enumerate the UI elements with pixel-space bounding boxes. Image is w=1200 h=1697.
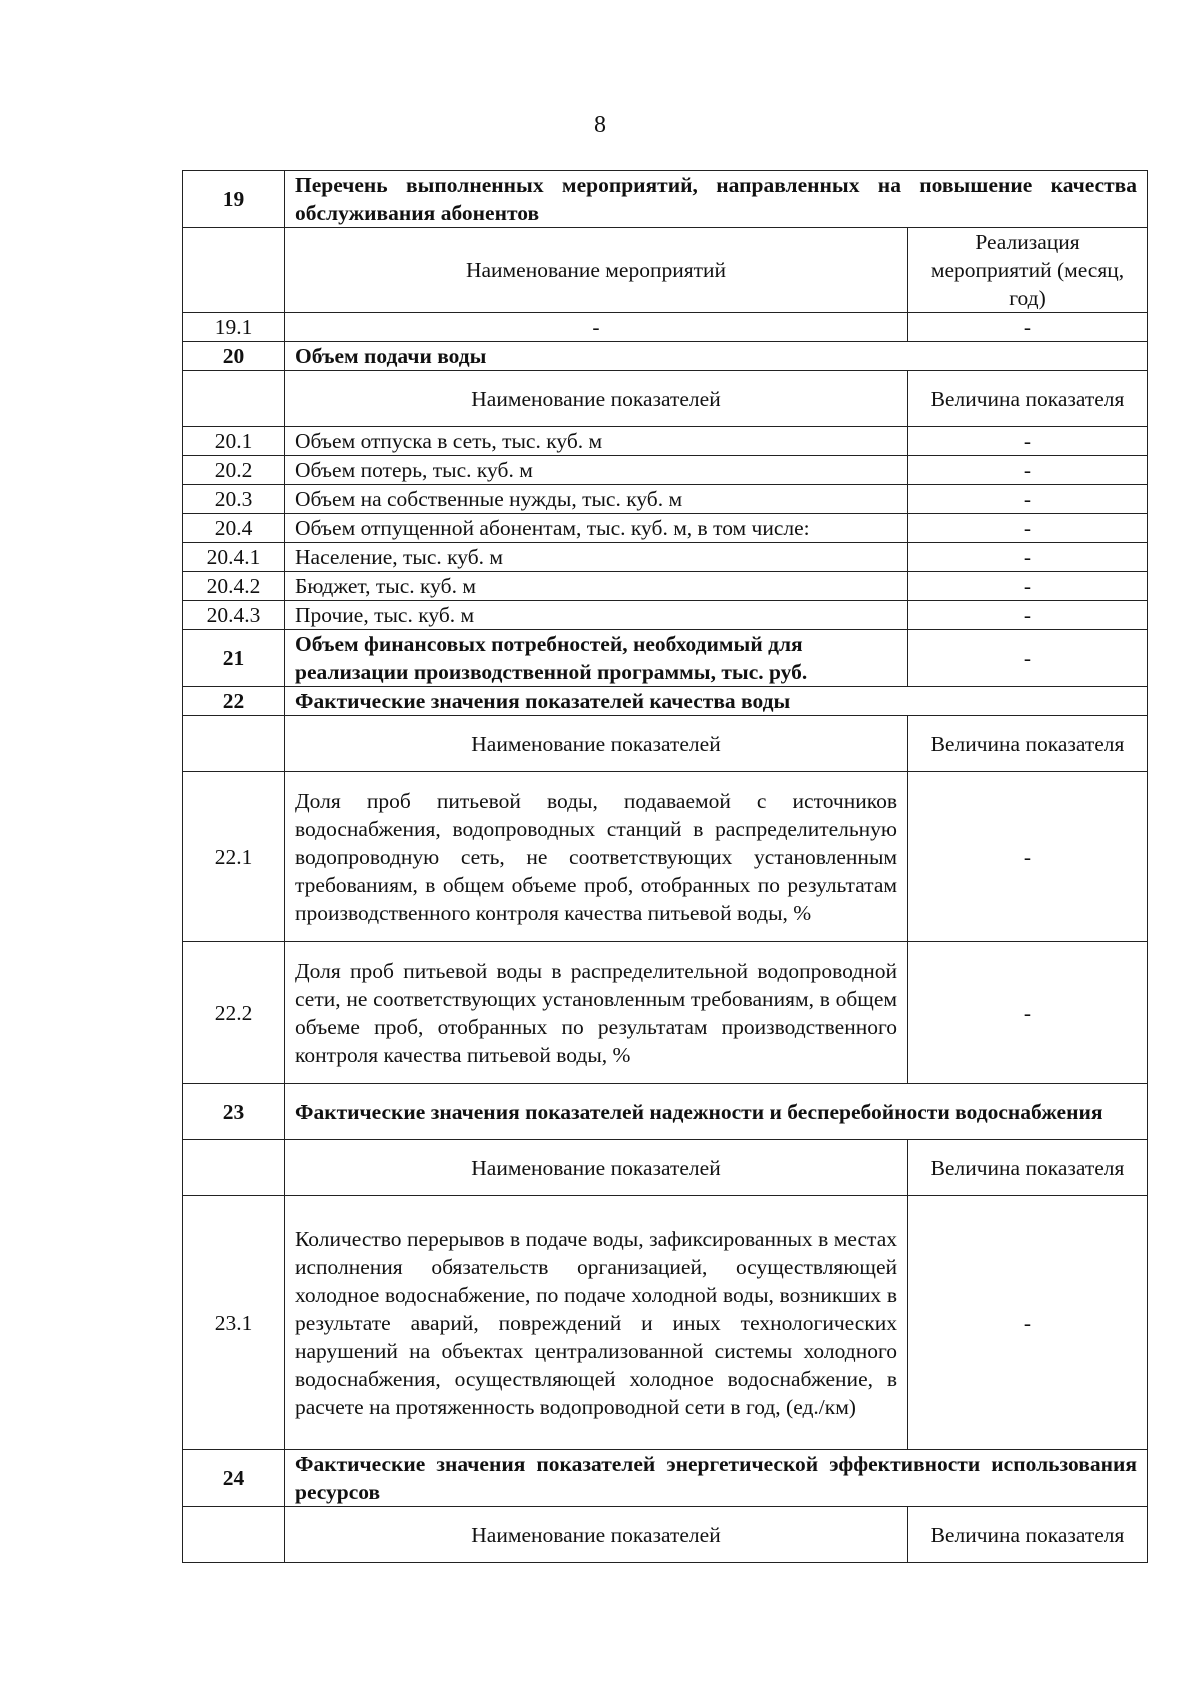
row-value: - (908, 427, 1148, 456)
row-value: - (908, 942, 1148, 1084)
column-header-name: Наименование показателей (285, 371, 908, 427)
page-number: 8 (594, 112, 606, 138)
row-value: - (908, 543, 1148, 572)
table-row (183, 1196, 1148, 1450)
section-number: 21 (183, 630, 285, 687)
empty-cell (183, 228, 285, 313)
column-header-value: Величина показателя (908, 1507, 1148, 1563)
column-header-value: Величина показателя (908, 716, 1148, 772)
row-number: 19.1 (183, 313, 285, 342)
column-header-name: Наименование показателей (285, 1140, 908, 1196)
row-value: - (908, 514, 1148, 543)
column-header-row (183, 716, 1148, 772)
row-name: Объем на собственные нужды, тыс. куб. м (285, 485, 908, 514)
empty-cell (183, 716, 285, 772)
table-row (183, 514, 1148, 543)
table-row (183, 313, 1148, 342)
column-header-value: Величина показателя (908, 1140, 1148, 1196)
column-header-value: Реализация мероприятий (месяц, год) (908, 228, 1148, 313)
row-value: - (908, 572, 1148, 601)
row-value: - (908, 772, 1148, 942)
table-row (183, 772, 1148, 942)
table-row (183, 543, 1148, 572)
row-name: Доля проб питьевой воды, подаваемой с источников водоснабжения, водопроводных станций в распределительную водопроводную сеть, не соответствующих установленным требованиям, в общем объеме проб, отобранных по результатам производственного контроля качества питьевой воды, % (285, 772, 908, 942)
row-value: - (908, 485, 1148, 514)
row-value: - (908, 313, 1148, 342)
row-value: - (908, 1196, 1148, 1450)
row-name: Прочие, тыс. куб. м (285, 601, 908, 630)
section-title: Объем финансовых потребностей, необходимый для реализации производственной программы, тыс. руб. (285, 630, 908, 687)
row-value: - (908, 456, 1148, 485)
row-number: 20.4.1 (183, 543, 285, 572)
empty-cell (183, 1140, 285, 1196)
column-header-value: Величина показателя (908, 371, 1148, 427)
section-number: 20 (183, 342, 285, 371)
row-name: Доля проб питьевой воды в распределительной водопроводной сети, не соответствующих установленным требованиям, в общем объеме проб, отобранных по результатам производственного контроля качества питьевой воды, % (285, 942, 908, 1084)
section-title: Фактические значения показателей энергетической эффективности использования ресурсов (285, 1450, 1148, 1507)
column-header-row (183, 1507, 1148, 1563)
row-number: 20.4.2 (183, 572, 285, 601)
section-number: 22 (183, 687, 285, 716)
section-number: 24 (183, 1450, 285, 1507)
column-header-name: Наименование показателей (285, 1507, 908, 1563)
indicators-table (182, 170, 1148, 1563)
table-row (183, 427, 1148, 456)
row-name: Население, тыс. куб. м (285, 543, 908, 572)
row-number: 20.3 (183, 485, 285, 514)
row-name: - (285, 313, 908, 342)
row-number: 20.4.3 (183, 601, 285, 630)
section-header-24 (183, 1450, 1148, 1507)
section-number: 23 (183, 1084, 285, 1140)
section-title: Перечень выполненных мероприятий, направленных на повышение качества обслуживания абонентов (285, 171, 1148, 228)
row-name: Объем отпущенной абонентам, тыс. куб. м, в том числе: (285, 514, 908, 543)
section-title: Объем подачи воды (285, 342, 1148, 371)
table-row (183, 942, 1148, 1084)
table-row (183, 456, 1148, 485)
section-header-19 (183, 171, 1148, 228)
section-header-20 (183, 342, 1148, 371)
section-header-23 (183, 1084, 1148, 1140)
section-number: 19 (183, 171, 285, 228)
empty-cell (183, 371, 285, 427)
column-header-row (183, 1140, 1148, 1196)
row-number: 22.2 (183, 942, 285, 1084)
row-name: Бюджет, тыс. куб. м (285, 572, 908, 601)
row-name: Объем отпуска в сеть, тыс. куб. м (285, 427, 908, 456)
row-number: 20.4 (183, 514, 285, 543)
row-number: 23.1 (183, 1196, 285, 1450)
column-header-row (183, 371, 1148, 427)
row-name: Количество перерывов в подаче воды, зафиксированных в местах исполнения обязательств организацией, осуществляющей холодное водоснабжение, по подаче холодной воды, возникших в результате аварий, повреждений и иных технологических нарушений на объектах централизованной системы холодного водоснабжения, осуществляющей холодное водоснабжение, в расчете на протяженность водопроводной сети в год, (ед./км) (285, 1196, 908, 1450)
row-number: 20.1 (183, 427, 285, 456)
column-header-name: Наименование показателей (285, 716, 908, 772)
table-row (183, 485, 1148, 514)
section-header-22 (183, 687, 1148, 716)
column-header-name: Наименование мероприятий (285, 228, 908, 313)
section-title: Фактические значения показателей надежности и бесперебойности водоснабжения (285, 1084, 1148, 1140)
row-value: - (908, 630, 1148, 687)
row-number: 22.1 (183, 772, 285, 942)
table-row (183, 601, 1148, 630)
empty-cell (183, 1507, 285, 1563)
section-title: Фактические значения показателей качества воды (285, 687, 1148, 716)
section-header-21 (183, 630, 1148, 687)
table-row (183, 572, 1148, 601)
row-number: 20.2 (183, 456, 285, 485)
row-name: Объем потерь, тыс. куб. м (285, 456, 908, 485)
column-header-row (183, 228, 1148, 313)
row-value: - (908, 601, 1148, 630)
